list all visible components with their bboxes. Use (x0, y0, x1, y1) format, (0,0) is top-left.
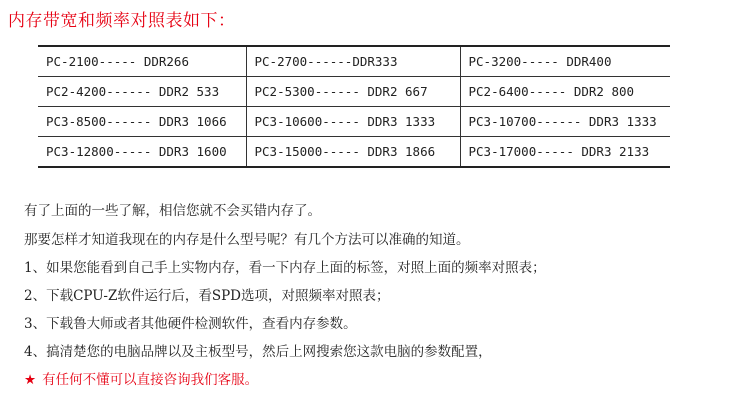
step-4-text: 4、搞清楚您的电脑品牌以及主板型号，然后上网搜索您这款电脑的参数配置， (24, 344, 492, 360)
table-row (38, 46, 670, 77)
table-cell: PC-2700------DDR333 (246, 46, 460, 77)
table-cell: PC3-17000----- DDR3 2133 (460, 137, 670, 168)
intro-text-2: 那要怎样才知道我现在的内存是什么型号呢？有几个方法可以准确的知道。 (24, 232, 470, 248)
customer-service-note (24, 368, 258, 388)
table-cell: PC2-6400----- DDR2 800 (460, 77, 670, 107)
table-cell: PC3-8500------ DDR3 1066 (38, 107, 246, 137)
table-row (38, 77, 670, 107)
table-cell: PC3-10700------ DDR3 1333 (460, 107, 670, 137)
page-title: 内存带宽和频率对照表如下： (8, 11, 236, 31)
table-cell: PC2-5300------ DDR2 667 (246, 77, 460, 107)
step-2-text: 2、下载CPU-Z软件运行后，看SPD选项，对照频率对照表； (24, 288, 390, 304)
table-cell: PC2-4200------ DDR2 533 (38, 77, 246, 107)
note-text: 有任何不懂可以直接咨询我们客服。 (42, 372, 259, 388)
memory-frequency-table (38, 45, 670, 168)
intro-text-1: 有了上面的一些了解，相信您就不会买错内存了。 (24, 203, 321, 219)
table-cell: PC-2100----- DDR266 (38, 46, 246, 77)
table-cell: PC3-15000----- DDR3 1866 (246, 137, 460, 168)
table-cell: PC-3200----- DDR400 (460, 46, 670, 77)
step-3-text: 3、下载鲁大师或者其他硬件检测软件，查看内存参数。 (24, 316, 357, 332)
star-icon: ★ (24, 372, 37, 388)
table-cell: PC3-10600----- DDR3 1333 (246, 107, 460, 137)
step-1-text: 1、如果您能看到自己手上实物内存，看一下内存上面的标签，对照上面的频率对照表； (24, 260, 546, 276)
table-cell: PC3-12800----- DDR3 1600 (38, 137, 246, 168)
table-row (38, 137, 670, 168)
table-row (38, 107, 670, 137)
